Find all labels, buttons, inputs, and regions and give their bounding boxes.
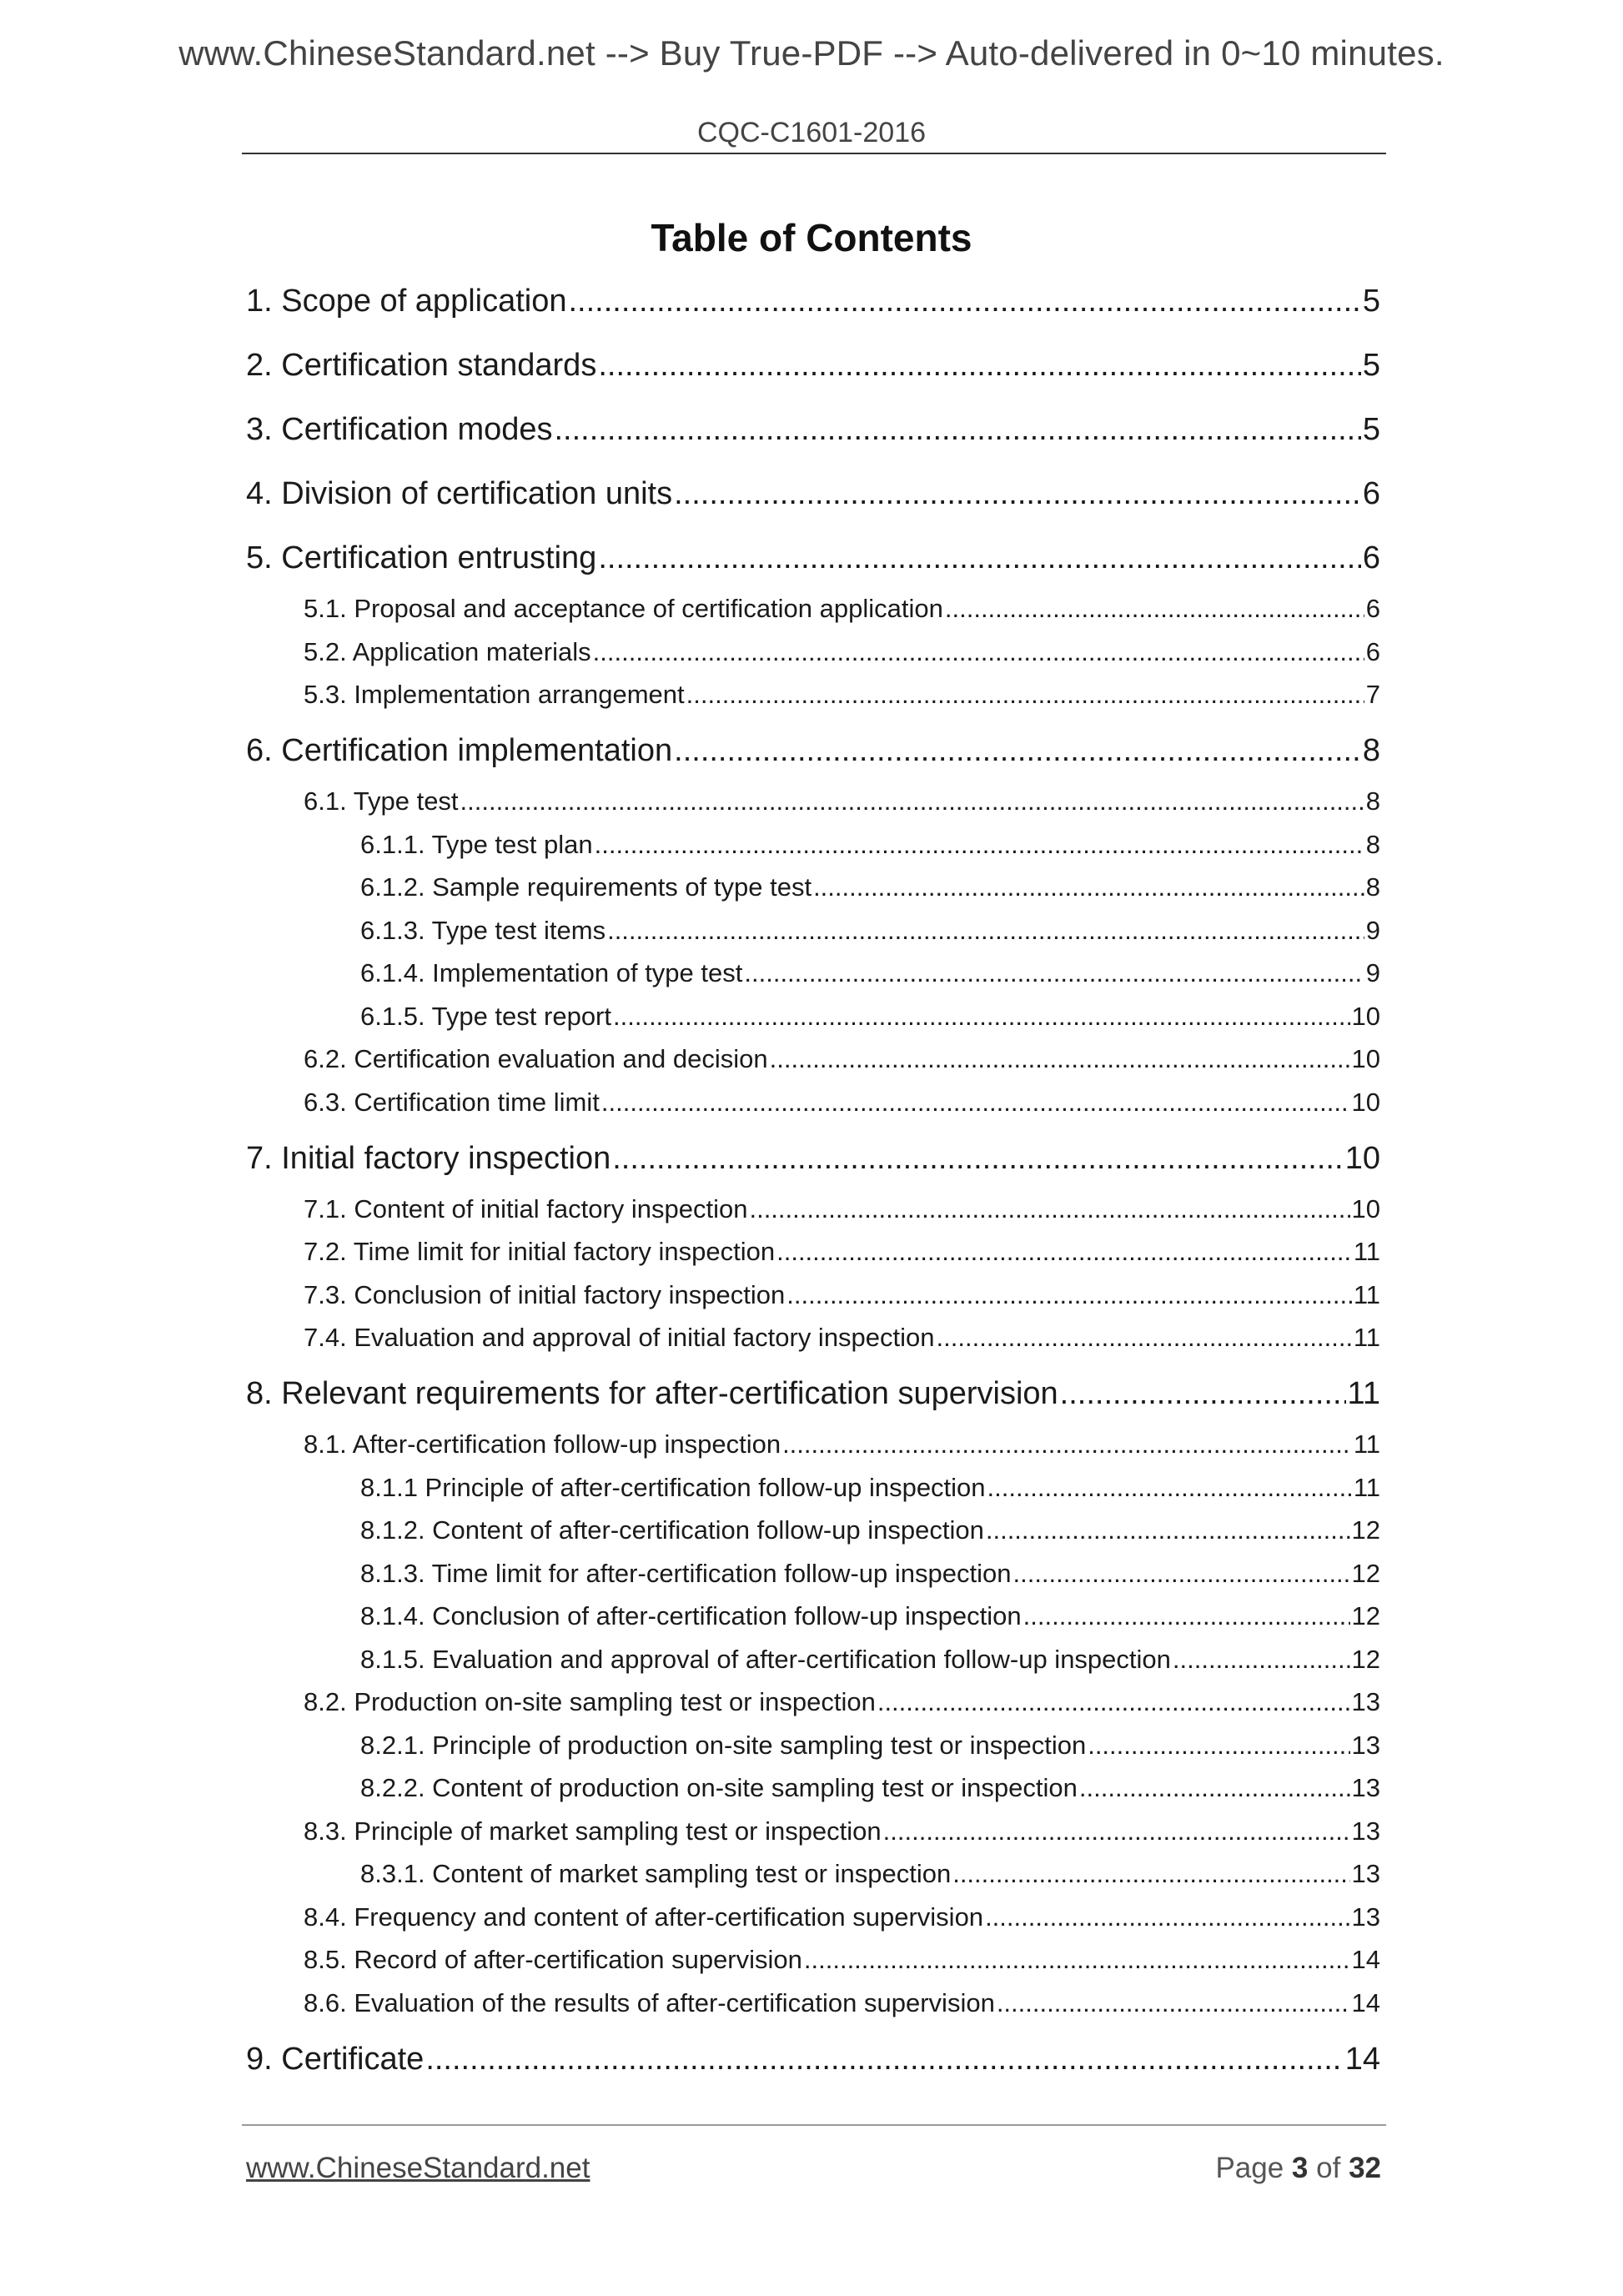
toc-leader-dots — [595, 830, 1364, 860]
toc-entry[interactable] — [246, 284, 1380, 319]
toc-entry-page: 7 — [1365, 680, 1380, 709]
toc-entry[interactable] — [304, 786, 1380, 816]
toc-entry[interactable] — [360, 1559, 1380, 1589]
toc-entry-page: 10 — [1351, 1194, 1380, 1223]
toc-entry-title: 8.5. Record of after-certification supervision — [304, 1945, 802, 1974]
toc-entry-page: 13 — [1351, 1773, 1380, 1802]
toc-entry-page: 8 — [1365, 872, 1380, 902]
toc-entry[interactable] — [304, 1988, 1380, 2018]
toc-entry-title: 8.1.1 Principle of after-certification follow-up inspection — [360, 1473, 986, 1502]
toc-entry[interactable] — [246, 348, 1380, 384]
toc-entry-title: 5.1. Proposal and acceptance of certification application — [304, 594, 943, 623]
toc-entry-title: 8.1.2. Content of after-certification follow-up inspection — [360, 1515, 984, 1545]
toc-entry-title: 8.1.3. Time limit for after-certification follow-up inspection — [360, 1559, 1012, 1588]
toc-entry[interactable] — [304, 1044, 1380, 1074]
toc-entry[interactable] — [304, 1945, 1380, 1975]
toc-entry-title: 6.1.2. Sample requirements of type test — [360, 872, 812, 902]
toc-entry-title: 8.1.5. Evaluation and approval of after-certification follow-up inspection — [360, 1645, 1171, 1674]
toc-leader-dots — [460, 786, 1364, 816]
toc-leader-dots — [1088, 1731, 1349, 1761]
toc-entry-title: 1. Scope of application — [246, 284, 567, 319]
toc-entry[interactable] — [360, 958, 1380, 988]
toc-leader-dots — [1060, 1376, 1346, 1412]
toc-leader-dots — [813, 872, 1364, 902]
toc-leader-dots — [601, 1088, 1350, 1118]
toc-entry[interactable] — [304, 1194, 1380, 1224]
toc-leader-dots — [952, 1859, 1349, 1889]
toc-entry-title: 8.6. Evaluation of the results of after-certification supervision — [304, 1988, 995, 2017]
toc-entry[interactable] — [304, 1687, 1380, 1717]
toc-leader-dots — [613, 1002, 1350, 1032]
toc-entry[interactable] — [246, 412, 1380, 448]
toc-leader-dots — [1173, 1645, 1350, 1675]
toc-leader-dots — [776, 1237, 1352, 1267]
toc-leader-dots — [945, 594, 1364, 624]
toc-entry-page: 11 — [1353, 1429, 1380, 1459]
toc-entry[interactable] — [360, 1645, 1380, 1675]
toc-entry[interactable] — [304, 1816, 1380, 1846]
toc-leader-dots — [877, 1687, 1350, 1717]
toc-leader-dots — [997, 1988, 1350, 2018]
toc-leader-dots — [986, 1515, 1350, 1545]
toc-entry-title: 8. Relevant requirements for after-certification supervision — [246, 1376, 1058, 1411]
toc-leader-dots — [612, 1141, 1343, 1177]
toc-entry[interactable] — [304, 1088, 1380, 1118]
toc-entry[interactable] — [304, 1280, 1380, 1310]
toc-entry[interactable] — [304, 594, 1380, 624]
toc-entry[interactable] — [360, 1731, 1380, 1761]
toc-entry-title: 8.1.4. Conclusion of after-certification follow-up inspection — [360, 1601, 1022, 1630]
toc-entry-page: 10 — [1351, 1044, 1380, 1073]
toc-entry[interactable] — [360, 916, 1380, 946]
toc-entry-title: 5. Certification entrusting — [246, 540, 597, 575]
toc-entry-page: 9 — [1365, 916, 1380, 945]
toc-entry-title: 8.3.1. Content of market sampling test or inspection — [360, 1859, 952, 1888]
toc-leader-dots — [1079, 1773, 1350, 1803]
toc-entry-page: 6 — [1362, 476, 1380, 511]
toc-entry[interactable] — [304, 637, 1380, 667]
toc-entry[interactable] — [360, 1773, 1380, 1803]
toc-entry-page: 5 — [1362, 284, 1380, 319]
toc-entry-page: 14 — [1351, 1945, 1380, 1974]
toc-entry-title: 8.2.1. Principle of production on-site sampling test or inspection — [360, 1731, 1087, 1760]
toc-leader-dots — [1023, 1601, 1350, 1631]
toc-entry-title: 9. Certificate — [246, 2042, 425, 2077]
toc-entry[interactable] — [246, 733, 1380, 769]
toc-entry-page: 8 — [1365, 830, 1380, 859]
page-current: 3 — [1291, 2152, 1309, 2184]
toc-entry-page: 12 — [1351, 1559, 1380, 1588]
toc-entry-page: 8 — [1365, 786, 1380, 816]
toc-entry-page: 13 — [1351, 1859, 1380, 1888]
toc-entry-title: 4. Division of certification units — [246, 476, 673, 511]
toc-leader-dots — [987, 1473, 1352, 1503]
toc-leader-dots — [744, 958, 1364, 988]
toc-entry-page: 11 — [1353, 1473, 1380, 1502]
toc-entry[interactable] — [304, 1902, 1380, 1932]
toc-entry[interactable] — [246, 540, 1380, 576]
toc-leader-dots — [593, 637, 1364, 667]
toc-leader-dots — [786, 1280, 1352, 1310]
toc-entry-title: 6.3. Certification time limit — [304, 1088, 600, 1117]
toc-entry-title: 7.1. Content of initial factory inspection — [304, 1194, 748, 1223]
toc-entry[interactable] — [360, 1515, 1380, 1545]
toc-entry-page: 6 — [1365, 637, 1380, 666]
toc-leader-dots — [674, 733, 1361, 769]
toc-entry-page: 11 — [1347, 1376, 1380, 1411]
toc-entry-title: 5.3. Implementation arrangement — [304, 680, 685, 709]
toc-entry[interactable] — [246, 2042, 1380, 2077]
toc-entry[interactable] — [246, 1376, 1380, 1412]
toc-entry-title: 8.4. Frequency and content of after-certification supervision — [304, 1902, 984, 1932]
toc-leader-dots — [569, 284, 1361, 319]
toc-entry-page: 12 — [1351, 1601, 1380, 1630]
toc-leader-dots — [1012, 1559, 1349, 1589]
page-of-word: of — [1316, 2152, 1341, 2184]
toc-leader-dots — [598, 348, 1361, 384]
toc-entry-title: 7.4. Evaluation and approval of initial factory inspection — [304, 1323, 935, 1352]
toc-entry-page: 6 — [1365, 594, 1380, 623]
toc-leader-dots — [607, 916, 1364, 946]
toc-entry-title: 8.3. Principle of market sampling test or inspection — [304, 1816, 882, 1846]
toc-entry-page: 10 — [1344, 1141, 1380, 1176]
toc-leader-dots — [598, 540, 1361, 576]
toc-leader-dots — [686, 680, 1364, 710]
toc-entry-title: 6.1.1. Type test plan — [360, 830, 593, 859]
toc-entry[interactable] — [360, 1601, 1380, 1631]
toc-entry[interactable] — [304, 1323, 1380, 1353]
toc-leader-dots — [425, 2042, 1343, 2077]
toc-entry[interactable] — [360, 830, 1380, 860]
toc-leader-dots — [782, 1429, 1352, 1459]
toc-entry-title: 3. Certification modes — [246, 412, 553, 447]
toc-entry-title: 6. Certification implementation — [246, 733, 673, 768]
toc-entry-title: 7.2. Time limit for initial factory inspection — [304, 1237, 776, 1266]
toc-entry-title: 7.3. Conclusion of initial factory inspection — [304, 1280, 786, 1309]
toc-entry-title: 6.1. Type test — [304, 786, 459, 816]
top-banner: www.ChineseStandard.net --> Buy True-PDF --> Auto-delivered in 0~10 minutes. — [178, 33, 1445, 73]
toc-entry[interactable] — [360, 1473, 1380, 1503]
toc-entry-page: 5 — [1362, 348, 1380, 383]
toc-entry-page: 9 — [1365, 958, 1380, 987]
toc-entry-page: 12 — [1351, 1515, 1380, 1545]
toc-entry-page: 12 — [1351, 1645, 1380, 1674]
toc-entry-title: 8.1. After-certification follow-up inspection — [304, 1429, 781, 1459]
toc-entry-title: 8.2. Production on-site sampling test or inspection — [304, 1687, 876, 1716]
toc-entry-title: 5.2. Application materials — [304, 637, 591, 666]
toc-leader-dots — [804, 1945, 1350, 1975]
toc-entry[interactable] — [304, 680, 1380, 710]
page-total: 32 — [1349, 2152, 1381, 2184]
toc-entry-page: 5 — [1362, 412, 1380, 447]
toc-leader-dots — [749, 1194, 1349, 1224]
toc-entry[interactable] — [360, 872, 1380, 902]
toc-leader-dots — [937, 1323, 1352, 1353]
toc-entry-title: 6.1.3. Type test items — [360, 916, 606, 945]
page-word: Page — [1215, 2152, 1284, 2184]
toc-entry-page: 10 — [1351, 1088, 1380, 1117]
toc-entry-title: 8.2.2. Content of production on-site sampling test or inspection — [360, 1773, 1078, 1802]
toc-title: Table of Contents — [651, 216, 972, 259]
toc-entry-page: 13 — [1351, 1687, 1380, 1716]
toc-entry-title: 6.2. Certification evaluation and decision — [304, 1044, 768, 1073]
toc-entry-page: 11 — [1353, 1323, 1380, 1352]
page-indicator — [1215, 2152, 1381, 2185]
toc-entry-page: 13 — [1351, 1902, 1380, 1932]
toc-entry-page: 14 — [1344, 2042, 1380, 2077]
footer-website-link[interactable]: www.ChineseStandard.net — [246, 2152, 590, 2184]
toc-entry-page: 13 — [1351, 1816, 1380, 1846]
toc-leader-dots — [555, 412, 1361, 448]
toc-entry-page: 8 — [1362, 733, 1380, 768]
document-code: CQC-C1601-2016 — [696, 117, 927, 148]
footer-divider — [242, 2124, 1386, 2126]
toc-leader-dots — [883, 1816, 1350, 1846]
toc-entry[interactable] — [304, 1429, 1380, 1459]
toc-entry-title: 6.1.4. Implementation of type test — [360, 958, 743, 987]
toc-entry[interactable] — [246, 476, 1380, 512]
toc-entry-title: 6.1.5. Type test report — [360, 1002, 611, 1031]
toc-entry-title: 2. Certification standards — [246, 348, 597, 383]
toc-entry-page: 10 — [1351, 1002, 1380, 1031]
toc-leader-dots — [770, 1044, 1350, 1074]
toc-entry-page: 6 — [1362, 540, 1380, 575]
toc-entry-page: 14 — [1351, 1988, 1380, 2017]
toc-leader-dots — [985, 1902, 1349, 1932]
toc-entry[interactable] — [360, 1002, 1380, 1032]
toc-entry-page: 13 — [1351, 1731, 1380, 1760]
toc-entry[interactable] — [304, 1237, 1380, 1267]
toc-entry-page: 11 — [1353, 1280, 1380, 1309]
toc-entry[interactable] — [360, 1859, 1380, 1889]
toc-leader-dots — [674, 476, 1361, 512]
toc-entry-page: 11 — [1353, 1237, 1380, 1266]
toc-entry[interactable] — [246, 1141, 1380, 1177]
toc-entry-title: 7. Initial factory inspection — [246, 1141, 611, 1176]
